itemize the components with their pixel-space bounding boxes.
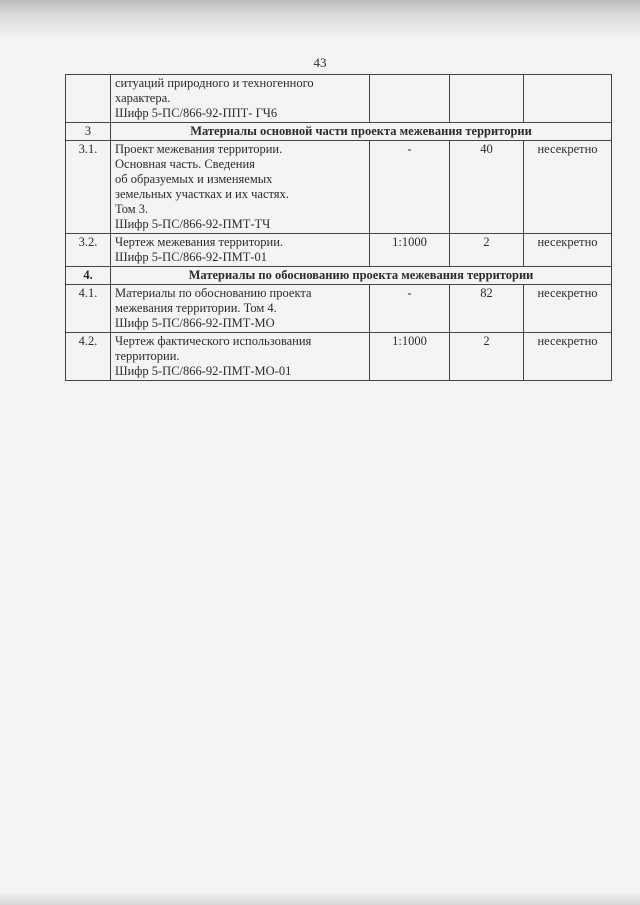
section-row [66,123,612,141]
scale-cell: - [370,141,450,234]
row-number: 4.2. [66,333,111,381]
sheets-cell: 2 [450,234,524,267]
document-name-line: Основная часть. Сведения [115,157,255,171]
document-name-line: межевания территории. Том 4. [115,301,277,315]
row-number [66,75,111,123]
document-name-line: Чертеж межевания территории. [115,235,284,249]
row-number: 4.1. [66,285,111,333]
document-name-line: Шифр 5-ПС/866-92-ПМТ-01 [115,250,268,264]
document-name-line: об образуемых и изменяемых [115,172,273,186]
secrecy-cell: несекретно [524,285,612,333]
scan-shadow-bottom [0,891,640,905]
document-name-line: Шифр 5-ПС/866-92-ПМТ-ТЧ [115,217,271,231]
table-row [66,333,612,381]
section-number: 3 [66,123,111,141]
section-number: 4. [66,267,111,285]
section-title: Материалы по обоснованию проекта межевания территории [111,267,612,285]
document-name-line: Проект межевания территории. [115,142,283,156]
document-name-line: Шифр 5-ПС/866-92-ПМТ-МО [115,316,275,330]
scan-shadow-top [0,0,640,40]
document-name-line: земельных участках и их частях. [115,187,289,201]
sheets-cell: 40 [450,141,524,234]
section-row [66,267,612,285]
sheets-cell [450,75,524,123]
page-number: 43 [313,55,327,70]
document-name [111,75,370,123]
table-row [66,75,612,123]
table-row [66,285,612,333]
section-title: Материалы основной части проекта межевания территории [111,123,612,141]
table-row [66,141,612,234]
scale-cell: 1:1000 [370,333,450,381]
document-name-line: характера. [115,91,171,105]
sheets-cell: 2 [450,333,524,381]
document-name-line: Чертеж фактического использования [115,334,312,348]
scale-cell: 1:1000 [370,234,450,267]
row-number: 3.1. [66,141,111,234]
row-number: 3.2. [66,234,111,267]
document-name [111,333,370,381]
secrecy-cell [524,75,612,123]
document-name [111,234,370,267]
document-name-line: ситуаций природного и техногенного [115,76,314,90]
document-name-line: Шифр 5-ПС/866-92-ППТ- ГЧ6 [115,106,278,120]
documents-table [65,74,612,381]
document-name-line: Шифр 5-ПС/866-92-ПМТ-МО-01 [115,364,292,378]
secrecy-cell: несекретно [524,333,612,381]
scale-cell: - [370,285,450,333]
document-name [111,141,370,234]
document-name [111,285,370,333]
document-name-line: Том 3. [115,202,149,216]
scale-cell [370,75,450,123]
secrecy-cell: несекретно [524,234,612,267]
document-name-line: Материалы по обоснованию проекта [115,286,312,300]
table-row [66,234,612,267]
secrecy-cell: несекретно [524,141,612,234]
sheets-cell: 82 [450,285,524,333]
document-name-line: территории. [115,349,180,363]
